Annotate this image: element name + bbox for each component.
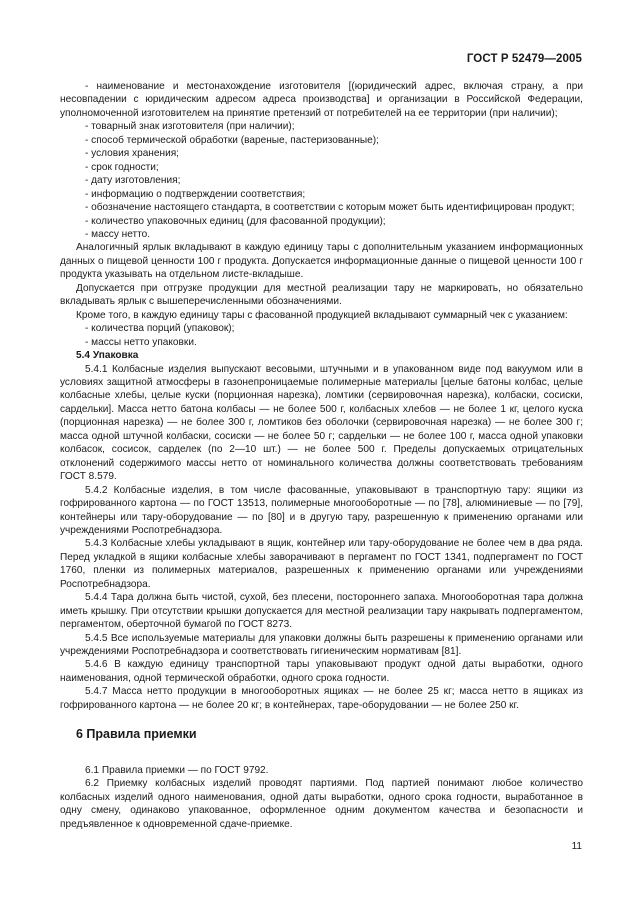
list-item: - дату изготовления;	[85, 175, 181, 187]
paragraph: Аналогичный ярлык вкладывают в каждую единицу тары с дополнительным указанием информационных данных о пищевой ценности 100 г продукта. Допускается информационные данные о пищевой ценности 100 г продукта указывать на отдельном листе-вкладыше.	[60, 242, 583, 281]
clause: 5.4.1 Колбасные изделия выпускают весовыми, штучными и в упакованном виде под вакуумом или в условиях защитной атмосферы в газонепроницаемые полимерные материалы [целые батоны колбас, целые колбасные хлебы, целые куски (порционная нарезка), ломтики (сервировочная нарезка), колбаски, сосиски, сардельки]. Масса нетто батона колбасы — не более 500 г, колбасных хлебов — не более 1 кг, целого куска (порционная нарезка) — не более 300 г, ломтиков без оболочки (сервировочная нарезка) — не более 300 г; масса одной штучной колбаски, сосиски — не более 50 г; сардельки — не более 100 г, масса одной упаковки колбасок, сосисок, сарделек (по 2—10 шт.) — не более 500 г. Пределы допускаемых отрицательных отклонений содержимого массы нетто от номинального количества должны соответствовать требованиям ГОСТ 8.579.	[60, 363, 583, 483]
clause: 5.4.6 В каждую единицу транспортной тары упаковывают продукт одной даты выработки, одного наименования, одной термической обработки, одного срока годности.	[60, 659, 583, 684]
list-item: - наименование и местонахождение изготовителя [(юридический адрес, включая страну, а при несовпадении с юридическим адресом адреса производства] и организации в Российской Федерации, уполномоченной изготовителем на принятие претензий от потребителей на ее территории (при наличии);	[60, 81, 583, 119]
paragraph: Кроме того, в каждую единицу тары с фасованной продукцией вкладывают суммарный чек с указанием:	[76, 309, 568, 321]
list-item: - массу нетто.	[85, 228, 151, 240]
clause: 5.4.5 Все используемые материалы для упаковки должны быть разрешены к применению органами или учреждениями Роспотребнадзора и соответствовать гигиеническим нормативам [81].	[60, 632, 583, 658]
clause: 5.4.2 Колбасные изделия, в том числе фасованные, упаковывают в транспортную тару: ящики из гофрированного картона — по ГОСТ 13513, полимерные многооборотные — по [78], алюминиевые — по [79], контейнеры или тару-оборудование — по [80] и в другую тару, разрешенную к применению органами или учреждениями Роспотребнадзора.	[60, 484, 583, 536]
list-item: - количество упаковочных единиц (для фасованной продукции);	[85, 215, 386, 227]
document-body	[60, 80, 583, 831]
list-item: - количества порций (упаковок);	[85, 323, 235, 335]
list-item: - способ термической обработки (вареные, пастеризованные);	[85, 134, 379, 146]
subsection-heading: 5.4 Упаковка	[76, 350, 139, 362]
section-heading: 6 Правила приемки	[76, 727, 197, 742]
standard-header: ГОСТ Р 52479—2005	[466, 53, 582, 65]
clause: 5.4.7 Масса нетто продукции в многооборотных ящиках — не более 25 кг; масса нетто в ящиках из гофрированного картона — не более 20 кг; в контейнерах, таре-оборудовании — не более 250 кг.	[60, 686, 583, 711]
list-item: - обозначение настоящего стандарта, в соответствии с которым может быть идентифицирован продукт;	[85, 202, 575, 214]
clause: 6.1 Правила приемки — по ГОСТ 9792.	[85, 764, 269, 776]
paragraph: Допускается при отгрузке продукции для местной реализации тару не маркировать, но обязательно вкладывать ярлык с вышеперечисленными обозначениями.	[60, 282, 583, 308]
clause: 6.2 Приемку колбасных изделий проводят партиями. Под партией понимают любое количество колбасных изделий одного наименования, одной даты выработки, одного срока годности, выработанное в одну смену, одинаково упакованное, оформленное одним документом качества и безопасности и предъявленное к одновременной сдаче-приемке.	[60, 778, 583, 830]
list-item: - условия хранения;	[85, 148, 179, 160]
list-item: - информацию о подтверждении соответствия;	[85, 188, 306, 200]
list-item: - срок годности;	[85, 161, 159, 173]
clause: 5.4.4 Тара должна быть чистой, сухой, без плесени, постороннего запаха. Многооборотная тара должна иметь крышку. При отсутствии крышки допускается для местной реализации тару накрывать подпергаментом, пергаментом, оберточной бумагой по ГОСТ 8273.	[60, 592, 583, 631]
page-number: 11	[571, 841, 582, 852]
list-item: - массы нетто упаковки.	[85, 336, 197, 348]
clause: 5.4.3 Колбасные хлебы укладывают в ящик, контейнер или тару-оборудование не более чем в два ряда. Перед укладкой в ящики колбасные хлебы заворачивают в пергамент по ГОСТ 1341, подпергамент по ГОСТ 1760, пленки из полимерных материалов, разрешенных к применению органами или учреждениями Роспотребнадзора.	[60, 538, 583, 590]
list-item: - товарный знак изготовителя (при наличии);	[85, 121, 295, 133]
